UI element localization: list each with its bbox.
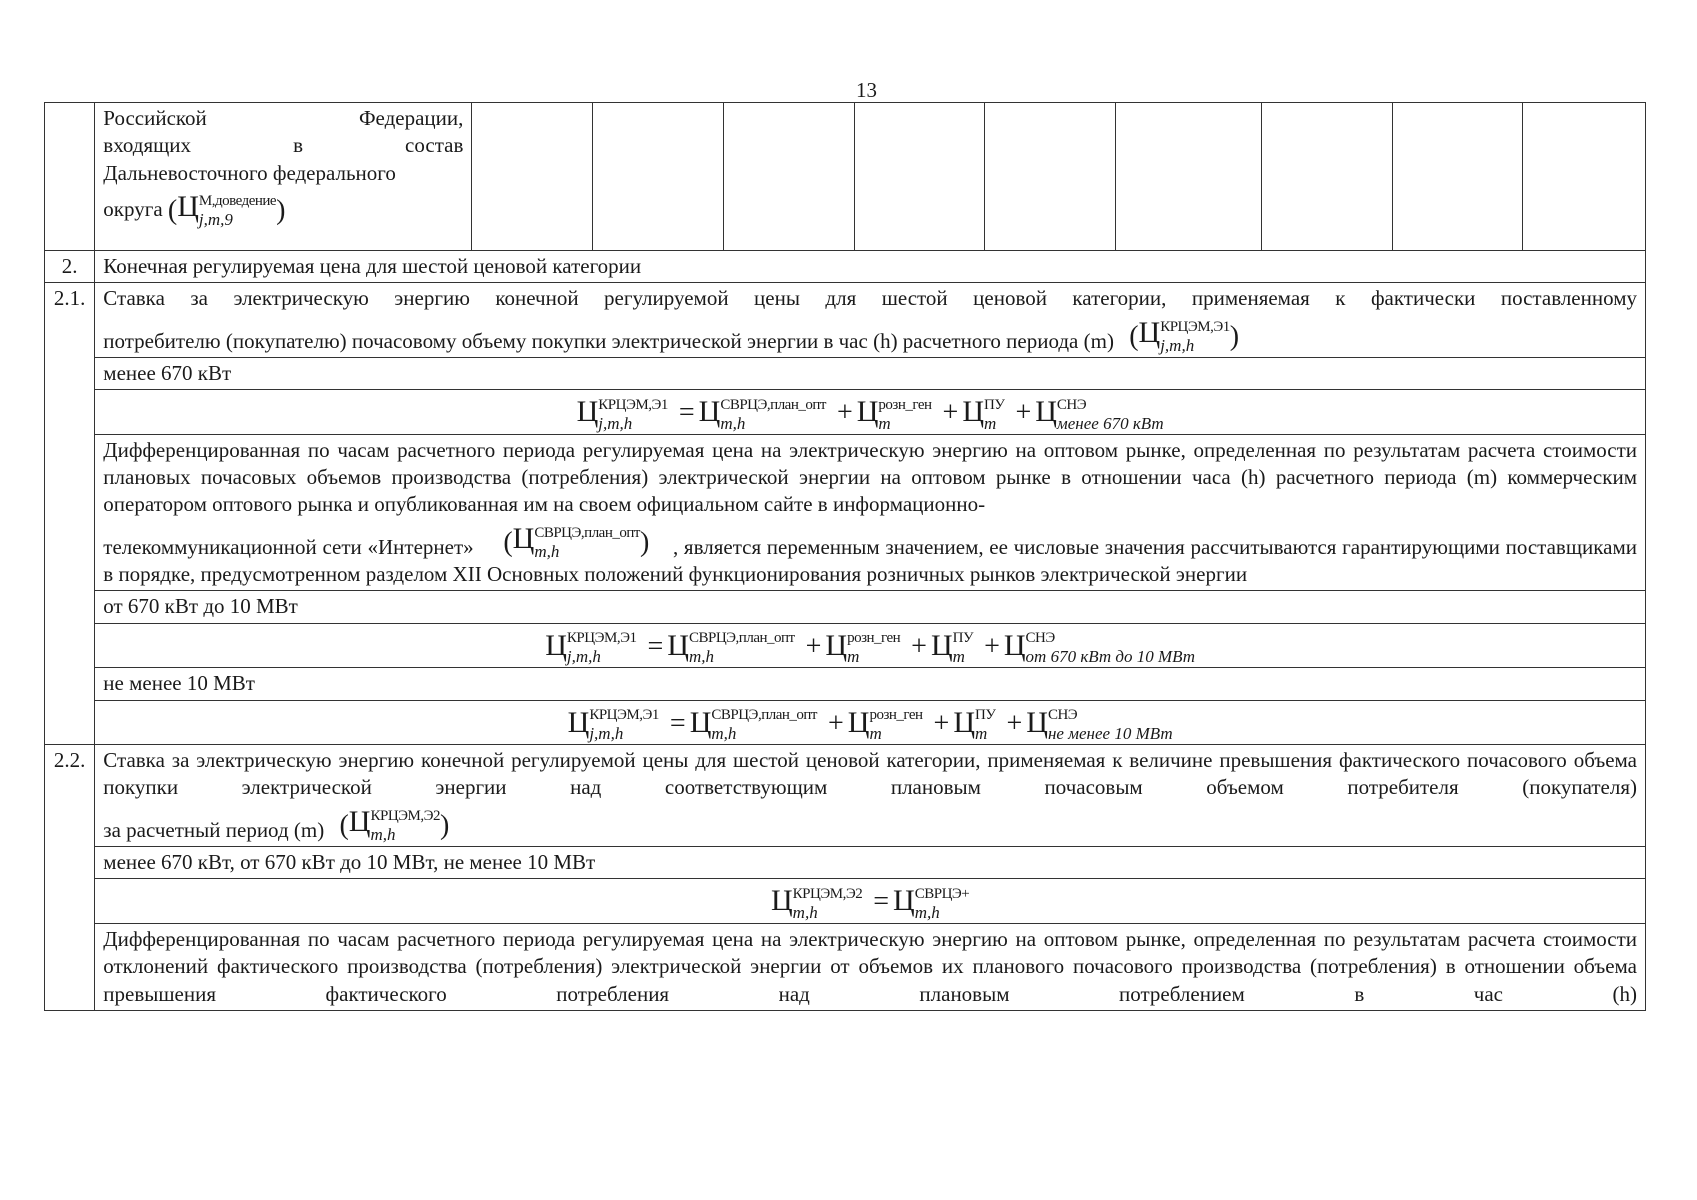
formula-3: Ц КРЦЭМ,Э1 j,m,h = Ц СВРЦЭ,план_опт m,h + Ц розн_ген m + Ц ПУ m + Ц СНЭ не менее 10 МВт: [95, 700, 1646, 745]
empty-cell: [1523, 103, 1646, 251]
category-label-1: менее 670 кВт: [95, 357, 1646, 389]
formula-row-1: [45, 390, 1646, 435]
category-label-4: менее 670 кВт, от 670 кВт до 10 МВт, не менее 10 МВт: [95, 847, 1646, 879]
region-line-3: Дальневосточного федерального: [103, 160, 396, 185]
empty-cell: [854, 103, 985, 251]
empty-cell: [472, 103, 593, 251]
empty-cell: [985, 103, 1116, 251]
tariff-table: [44, 102, 1646, 1011]
page-number: 13: [856, 78, 877, 102]
category-row-4: [45, 847, 1646, 879]
empty-cell: [1116, 103, 1262, 251]
section-2-1-row: [45, 283, 1646, 358]
category-row-2: [45, 591, 1646, 623]
section-2-2-row: [45, 745, 1646, 847]
description-2: Дифференцированная по часам расчетного периода регулируемая цена на электрическую энергию на оптовом рынке, определенная по результатам расчета стоимости отклонений фактического производства (потребления) электрической энергии от объемов их планового почасового производства (потребления) в отношении объема превышения фактического потребления над плановым потреблением в час (h): [95, 924, 1646, 1011]
region-line-1: Российской Федерации,: [103, 106, 464, 130]
formula-4: Ц КРЦЭМ,Э2 m,h = Ц СВРЦЭ+ m,h: [95, 879, 1646, 924]
category-row-1: [45, 357, 1646, 389]
formula-1: Ц КРЦЭМ,Э1 j,m,h = Ц СВРЦЭ,план_опт m,h + Ц розн_ген m + Ц ПУ m + Ц СНЭ менее 670 кВт: [95, 390, 1646, 435]
category-row-3: [45, 668, 1646, 700]
description-row-1: [45, 434, 1646, 591]
section-2-row: [45, 251, 1646, 283]
description-row-2: [45, 924, 1646, 1011]
empty-cell: [593, 103, 724, 251]
region-row: [45, 103, 1646, 251]
section-2-1-text: Ставка за электрическую энергию конечной регулируемой цены для шестой ценовой категории, применяемая к фактически поставленному потребителю (покупателю) почасовому объему покупки электрической энергии в час (h) расчетного периода (m) (Ц КРЦЭМ,Э1 j,m,h ): [95, 283, 1646, 358]
category-label-3: не менее 10 МВт: [95, 668, 1646, 700]
formula-2: Ц КРЦЭМ,Э1 j,m,h = Ц СВРЦЭ,план_опт m,h + Ц розн_ген m + Ц ПУ m + Ц СНЭ от 670 кВт до 10 МВт: [95, 623, 1646, 668]
region-cell: [95, 103, 472, 251]
section-2-2-text: Ставка за электрическую энергию конечной регулируемой цены для шестой ценовой категории, применяемая к величине превышения фактического почасового объема покупки электрической энергии над соответствующим плановым почасовым объемом потребителя (покупателя) за расчетный период (m) (Ц КРЦЭМ,Э2 m,h ): [95, 745, 1646, 847]
region-row-number: [45, 103, 95, 251]
section-2-1-number: 2.1.: [45, 283, 95, 745]
region-line-2: входящих в состав: [103, 133, 464, 158]
section-2-title: Конечная регулируемая цена для шестой ценовой категории: [95, 251, 1646, 283]
category-label-2: от 670 кВт до 10 МВт: [95, 591, 1646, 623]
region-line-4: округа (Ц М,доведение j,m,9 ): [103, 189, 286, 230]
empty-cell: [1392, 103, 1523, 251]
empty-cell: [1261, 103, 1392, 251]
formula-row-2: [45, 623, 1646, 668]
section-2-number: 2.: [45, 251, 95, 283]
description-1: Дифференцированная по часам расчетного периода регулируемая цена на электрическую энергию на оптовом рынке, определенная по результатам расчета стоимости плановых почасовых объемов производства (потребления) электрической энергии на оптовом рынке в отношении часа (h) расчетного периода (m) коммерческим оператором оптового рынка и опубликованная им на своем официальном сайте в информационно- телекоммуникационной сети «Интернет» (Ц СВРЦЭ,план_опт m,h ) , является переменным значением, ее числовые значения рассчитываются гарантирующими поставщиками в порядке, предусмотренном разделом XII Основных положений функционирования розничных рынков электрической энергии: [95, 434, 1646, 591]
formula-row-3: [45, 700, 1646, 745]
formula-row-4: [45, 879, 1646, 924]
empty-cell: [723, 103, 854, 251]
section-2-2-number: 2.2.: [45, 745, 95, 1011]
